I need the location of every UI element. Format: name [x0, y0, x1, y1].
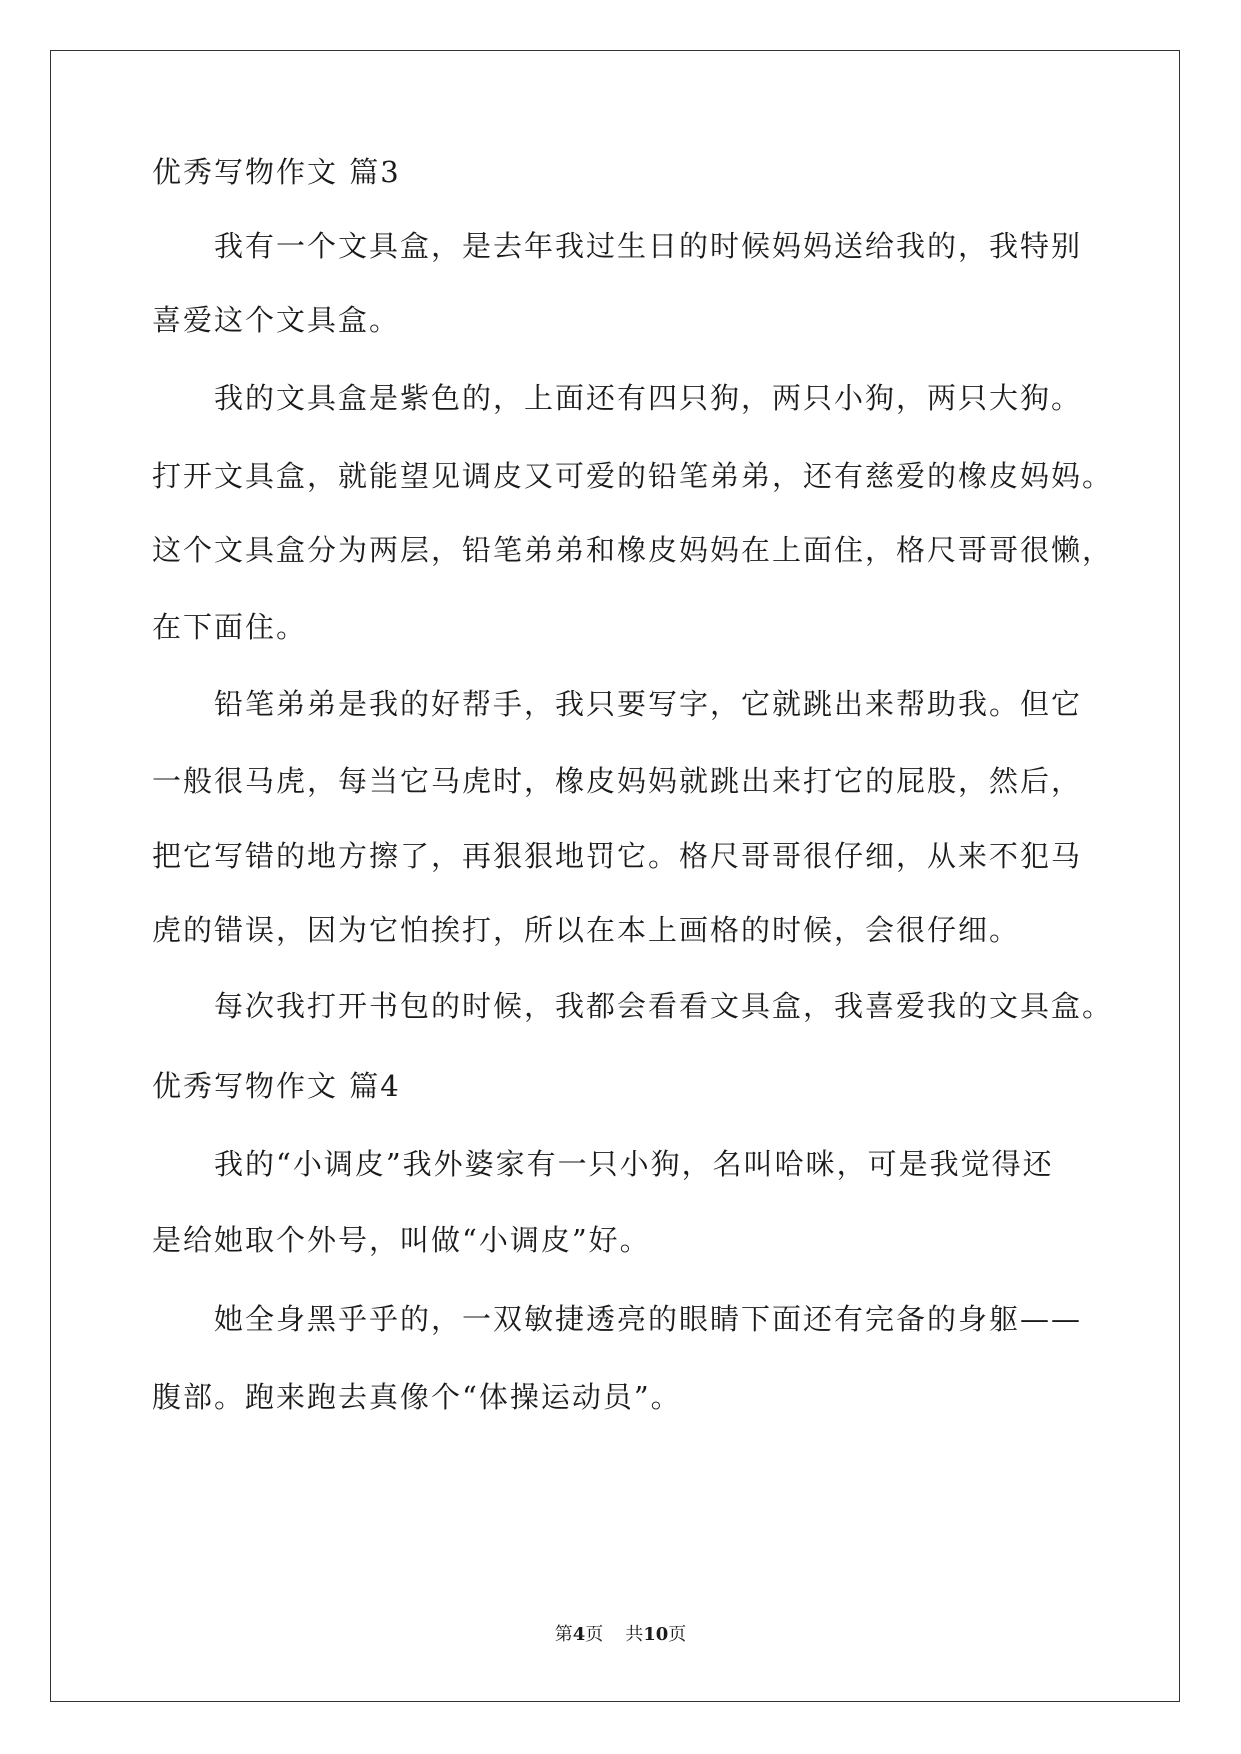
page-border: [50, 50, 1180, 1702]
paragraph-line: 是给她取个外号，叫做“小调皮”好。: [152, 1223, 651, 1257]
paragraph-line: 把它写错的地方擦了，再狠狠地罚它。格尺哥哥很仔细，从来不犯马: [152, 839, 1083, 873]
paragraph-line: 虎的错误，因为它怕挨打，所以在本上画格的时候，会很仔细。: [152, 913, 1021, 947]
section-heading-4: 优秀写物作文 篇4: [152, 1069, 401, 1103]
footer-page-suffix: 页: [585, 1624, 604, 1645]
paragraph-line: 这个文具盒分为两层，铅笔弟弟和橡皮妈妈在上面住，格尺哥哥很懒，: [152, 533, 1114, 567]
section-heading-3: 优秀写物作文 篇3: [152, 155, 401, 189]
footer-page-prefix: 第: [554, 1624, 573, 1645]
paragraph-line: 一般很马虎，每当它马虎时，橡皮妈妈就跳出来打它的屁股，然后，: [152, 764, 1083, 798]
paragraph-line: 我的“小调皮”我外婆家有一只小狗，名叫哈咪，可是我觉得还: [214, 1147, 1054, 1181]
paragraph-line: 打开文具盒，就能望见调皮又可爱的铅笔弟弟，还有慈爱的橡皮妈妈。: [152, 459, 1114, 493]
page-footer: [0, 1623, 1241, 1647]
paragraph-line: 铅笔弟弟是我的好帮手，我只要写字，它就跳出来帮助我。但它: [214, 687, 1083, 721]
paragraph-line: 腹部。跑来跑去真像个“体操运动员”。: [152, 1380, 682, 1414]
footer-total-prefix: 共: [625, 1624, 644, 1645]
footer-page-number: 4: [572, 1624, 586, 1645]
footer-total-suffix: 页: [668, 1624, 687, 1645]
paragraph-line: 我有一个文具盒，是去年我过生日的时候妈妈送给我的，我特别: [214, 229, 1083, 263]
paragraph-line: 每次我打开书包的时候，我都会看看文具盒，我喜爱我的文具盒。: [214, 989, 1114, 1023]
paragraph-line: 她全身黑乎乎的，一双敏捷透亮的眼睛下面还有完备的身躯——: [214, 1302, 1083, 1336]
paragraph-line: 我的文具盒是紫色的，上面还有四只狗，两只小狗，两只大狗。: [214, 381, 1083, 415]
paragraph-line: 喜爱这个文具盒。: [152, 303, 401, 337]
footer-total-pages: 10: [643, 1624, 669, 1645]
paragraph-line: 在下面住。: [152, 610, 308, 644]
